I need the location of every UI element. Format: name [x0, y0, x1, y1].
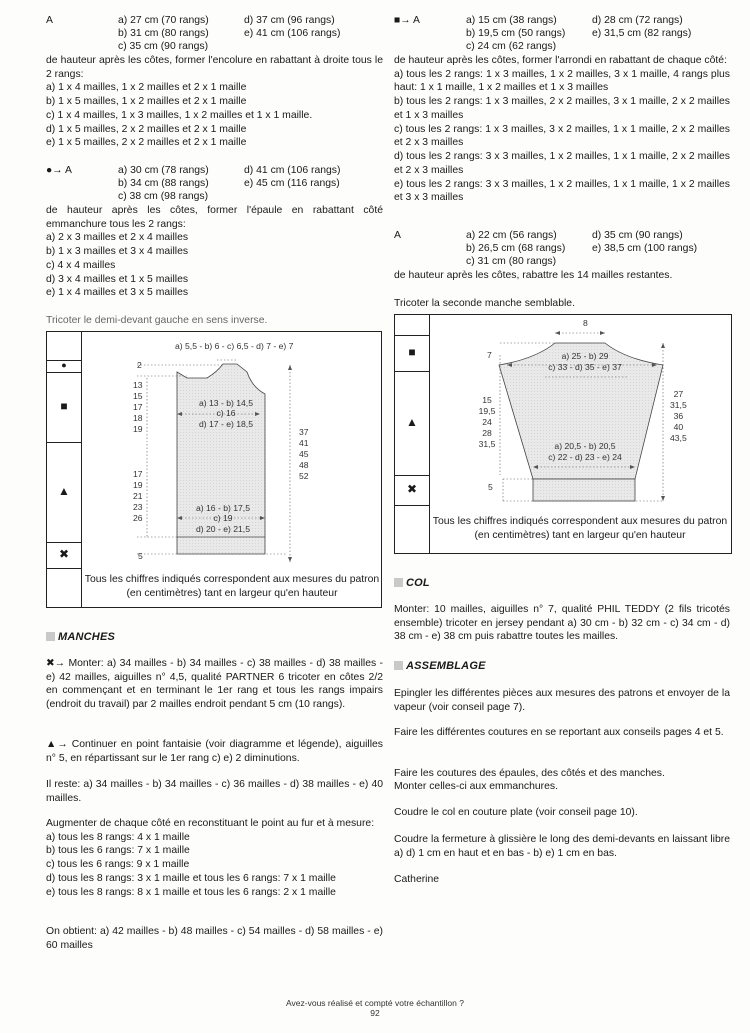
encolure-line-e: e) 1 x 5 mailles, 2 x 2 mailles et 2 x 1 maille: [46, 137, 247, 149]
epaule-intro: de hauteur après les côtes, former l'épaule en rabattant côté emmanchure tous les 2 rangs:: [46, 205, 383, 230]
final-option-d: d) 35 cm (90 rangs): [592, 230, 683, 241]
front-circle-symbol: ●: [47, 360, 81, 373]
manches-paragraph-5: On obtient: a) 42 mailles - b) 48 mailles - c) 54 mailles - d) 58 mailles - e) 60 mailles: [46, 926, 383, 951]
assemblage-paragraph-2: Faire les différentes coutures en se reportant aux conseils pages 4 et 5.: [394, 727, 724, 738]
section-marker-icon: [394, 578, 403, 587]
encolure-option-e: e) 41 cm (106 rangs): [244, 28, 341, 39]
epaule-option-b: b) 34 cm (88 rangs): [118, 178, 209, 189]
sleeve-cap-measure: 7: [487, 350, 492, 360]
front-neck-measure: 2: [137, 360, 142, 370]
manches-increase-section: [46, 817, 383, 899]
manches-title: MANCHES: [46, 630, 115, 645]
encolure-line-b: b) 1 x 5 mailles, 1 x 2 mailles et 2 x 1 maille: [46, 96, 247, 108]
arrondi-line-e: e) tous les 2 rangs: 3 x 3 mailles, 1 x 2 mailles, 1 x 1 maille, 1 x 2 mailles et 3 x 3 mailles: [394, 178, 730, 204]
arrondi-option-c: c) 24 cm (62 rangs): [466, 41, 557, 52]
front-pattern-shape: [47, 332, 381, 572]
epaule-option-d: d) 41 cm (106 rangs): [244, 165, 341, 176]
arrondi-option-e: e) 31,5 cm (82 rangs): [592, 28, 692, 39]
epaule-line-a: a) 2 x 3 mailles et 2 x 4 mailles: [46, 232, 189, 244]
epaule-section: [46, 164, 383, 300]
epaule-line-d: d) 3 x 4 mailles et 1 x 5 mailles: [46, 273, 189, 285]
epaule-option-c: c) 38 cm (98 rangs): [118, 191, 209, 202]
front-lower-measures: 17 19 21 23 26: [133, 469, 143, 523]
encolure-line-a: a) 1 x 4 mailles, 1 x 2 mailles et 2 x 1 maille: [46, 82, 247, 94]
front-height-measures: 37 41 45 48 52: [299, 427, 309, 481]
arrondi-intro: de hauteur après les côtes, former l'arrondi en rabattant de chaque côté:: [394, 55, 727, 66]
front-cross-symbol: ✖: [47, 542, 81, 569]
sleeve-triangle-symbol: ▲: [395, 371, 429, 476]
encolure-option-a: a) 27 cm (70 rangs): [118, 15, 209, 26]
encolure-intro: de hauteur après les côtes, former l'encolure en rabattant à droite tous le 2 rangs:: [46, 55, 383, 80]
final-option-b: b) 26,5 cm (68 rangs): [466, 243, 566, 254]
section-marker-icon: [394, 661, 403, 670]
sleeve-top-measure: 8: [583, 318, 588, 328]
assemblage-paragraph-3a: Faire les coutures des épaules, des côtés et des manches.: [394, 768, 665, 779]
arrondi-option-a: a) 15 cm (38 rangs): [466, 15, 557, 26]
assemblage-paragraph-3b: Monter celles-ci aux emmanchures.: [394, 781, 559, 792]
final-intro: de hauteur après les côtes, rabattre les 14 mailles restantes.: [394, 270, 673, 281]
sleeve-cap-measures: a) 25 - b) 29 c) 33 - d) 35 - e) 37: [548, 351, 622, 373]
front-square-symbol: ■: [47, 372, 81, 443]
encolure-line-d: d) 1 x 5 mailles, 2 x 2 mailles et 2 x 1 maille: [46, 123, 247, 135]
epaule-line-c: c) 4 x 4 mailles: [46, 259, 116, 271]
manches-line-b: b) tous les 6 rangs: 7 x 1 maille: [46, 845, 190, 857]
arrondi-line-c: c) tous les 2 rangs: 1 x 3 mailles, 3 x 2 mailles, 1 x 1 maille, 2 x 2 mailles et 2 x 3 mailles: [394, 123, 730, 149]
encolure-line-c: c) 1 x 4 mailles, 1 x 3 mailles, 1 x 2 mailles et 1 x 1 maille.: [46, 109, 313, 121]
assemblage-paragraph-5: Coudre la fermeture à glissière le long des demi-devants en laissant libre a) d) 1 cm en haut et en bas - b) e) 1 cm en bas.: [394, 834, 730, 859]
epaule-option-a: a) 30 cm (78 rangs): [118, 165, 209, 176]
manches-paragraph-3: Il reste: a) 34 mailles - b) 34 mailles - c) 36 mailles - d) 38 mailles - e) 40 mailles.: [46, 779, 383, 804]
sleeve-square-symbol: ■: [395, 335, 429, 372]
encolure-option-c: c) 35 cm (90 rangs): [118, 41, 209, 52]
assemblage-paragraph-1: Epingler les différentes pièces aux mesures des patrons et envoyer de la vapeur (voir conseil page 7).: [394, 688, 730, 713]
seconde-manche-note: Tricoter la seconde manche semblable.: [394, 298, 575, 309]
footer-question: Avez-vous réalisé et compté votre échantillon ?: [286, 998, 464, 1008]
arrondi-line-d: d) tous les 2 rangs: 3 x 3 mailles, 1 x 2 mailles, 1 x 1 maille, 2 x 2 mailles et 2 x 3 mailles: [394, 151, 730, 176]
arrondi-lead: ■→ A: [394, 15, 420, 26]
assemblage-title: ASSEMBLAGE: [394, 659, 486, 674]
manches-line-d: d) tous les 8 rangs: 3 x 1 maille et tous les 6 rangs: 7 x 1 maille: [46, 872, 336, 884]
manches-paragraph-4: Augmenter de chaque côté en reconstituant le point au fur et à mesure:: [46, 818, 375, 829]
manches-paragraph-2: ▲→ Continuer en point fantaisie (voir diagramme et légende), aiguilles n° 5, en répartissant sur le 1er rang c) e) 2 diminutions.: [46, 739, 383, 764]
manches-line-e: e) tous les 8 rangs: 8 x 1 maille et tous les 6 rangs: 2 x 1 maille: [46, 886, 336, 898]
epaule-line-b: b) 1 x 3 mailles et 3 x 4 mailles: [46, 246, 189, 258]
encolure-lead: A: [46, 15, 53, 26]
front-armhole-measures: 13 15 17 18 19: [133, 380, 143, 434]
front-rib-measure: 5: [138, 551, 143, 561]
front-hem-measures: a) 16 - b) 17,5 c) 19 d) 20 - e) 21,5: [196, 503, 250, 534]
manches-paragraph-1: ✖→ Monter: a) 34 mailles - b) 34 mailles - c) 38 mailles - d) 38 mailles - e) 42 mailles, aiguilles n° 4,5, qualité PARTNER 6 tricoter en côtes 2/2 en commençant et en terminant le 1er rang et tous les rangs impairs (endroit du travail) par 2 mailles endroit pendant 5 cm (10 rangs).: [46, 658, 383, 711]
arrondi-line-a: a) tous les 2 rangs: 1 x 3 mailles, 1 x 2 mailles, 3 x 1 maille, 4 rangs plus haut: 1 x 1 maille, 1 x 2 mailles et 1 x 3 mailles: [394, 68, 730, 94]
arrondi-line-b: b) tous les 2 rangs: 1 x 3 mailles, 2 x 2 mailles, 3 x 1 maille, 2 x 2 mailles et 1 x 3 mailles: [394, 96, 730, 121]
sleeve-cuff: [533, 479, 635, 501]
sleeve-cross-symbol: ✖: [395, 475, 429, 506]
sleeve-cuff-measures: a) 20,5 - b) 20,5 c) 22 - d) 23 - e) 24: [548, 441, 622, 463]
sleeve-diagram-caption: Tous les chiffres indiqués correspondent aux mesures du patron (en centimètres) tant en largeur qu'en hauteur: [432, 516, 728, 541]
encolure-option-b: b) 31 cm (80 rangs): [118, 28, 209, 39]
final-section: [394, 229, 730, 283]
encolure-section: [46, 14, 383, 150]
arrondi-section: [394, 14, 730, 205]
col-text: Monter: 10 mailles, aiguilles n° 7, qualité PHIL TEDDY (2 fils tricotés ensemble) tricoter en jersey pendant a) 30 cm - b) 32 cm - c) 34 cm - d) 38 cm - e) 38 cm puis rabattre toutes les mailles.: [394, 604, 730, 643]
epaule-lead: ●→ A: [46, 165, 72, 176]
epaule-option-e: e) 45 cm (116 rangs): [244, 178, 340, 189]
page-number: 92: [370, 1008, 380, 1018]
manches-line-a: a) tous les 8 rangs: 4 x 1 maille: [46, 831, 190, 843]
front-chest-measures: a) 13 - b) 14,5 c) 16 d) 17 - e) 18,5: [199, 398, 253, 429]
assemblage-paragraph-4: Coudre le col en couture plate (voir conseil page 10).: [394, 807, 638, 818]
final-option-a: a) 22 cm (56 rangs): [466, 230, 557, 241]
col-title: COL: [394, 576, 430, 591]
epaule-line-e: e) 1 x 4 mailles et 3 x 5 mailles: [46, 287, 189, 299]
front-pattern-diagram: [46, 331, 382, 608]
signature: Catherine: [394, 874, 440, 885]
sleeve-left-heights: 15 19,5 24 28 31,5: [478, 395, 496, 449]
sleeve-rib-measure: 5: [488, 482, 493, 492]
demi-devant-note: Tricoter le demi-devant gauche en sens inverse.: [46, 315, 268, 326]
final-option-e: e) 38,5 cm (100 rangs): [592, 243, 698, 254]
final-option-c: c) 31 cm (80 rangs): [466, 256, 557, 267]
final-lead: A: [394, 230, 401, 241]
sleeve-pattern-diagram: [394, 314, 732, 554]
arrondi-option-b: b) 19,5 cm (50 rangs): [466, 28, 566, 39]
front-triangle-symbol: ▲: [47, 442, 81, 543]
sleeve-right-heights: 27 31,5 36 40 43,5: [670, 389, 687, 443]
section-marker-icon: [46, 632, 55, 641]
encolure-option-d: d) 37 cm (96 rangs): [244, 15, 335, 26]
arrondi-option-d: d) 28 cm (72 rangs): [592, 15, 683, 26]
front-diagram-caption: Tous les chiffres indiqués correspondent aux mesures du patron (en centimètres) tant en largeur qu'en hauteur: [84, 574, 380, 599]
manches-line-c: c) tous les 6 rangs: 9 x 1 maille: [46, 859, 190, 871]
front-top-measure: a) 5,5 - b) 6 - c) 6,5 - d) 7 - e) 7: [175, 341, 294, 351]
